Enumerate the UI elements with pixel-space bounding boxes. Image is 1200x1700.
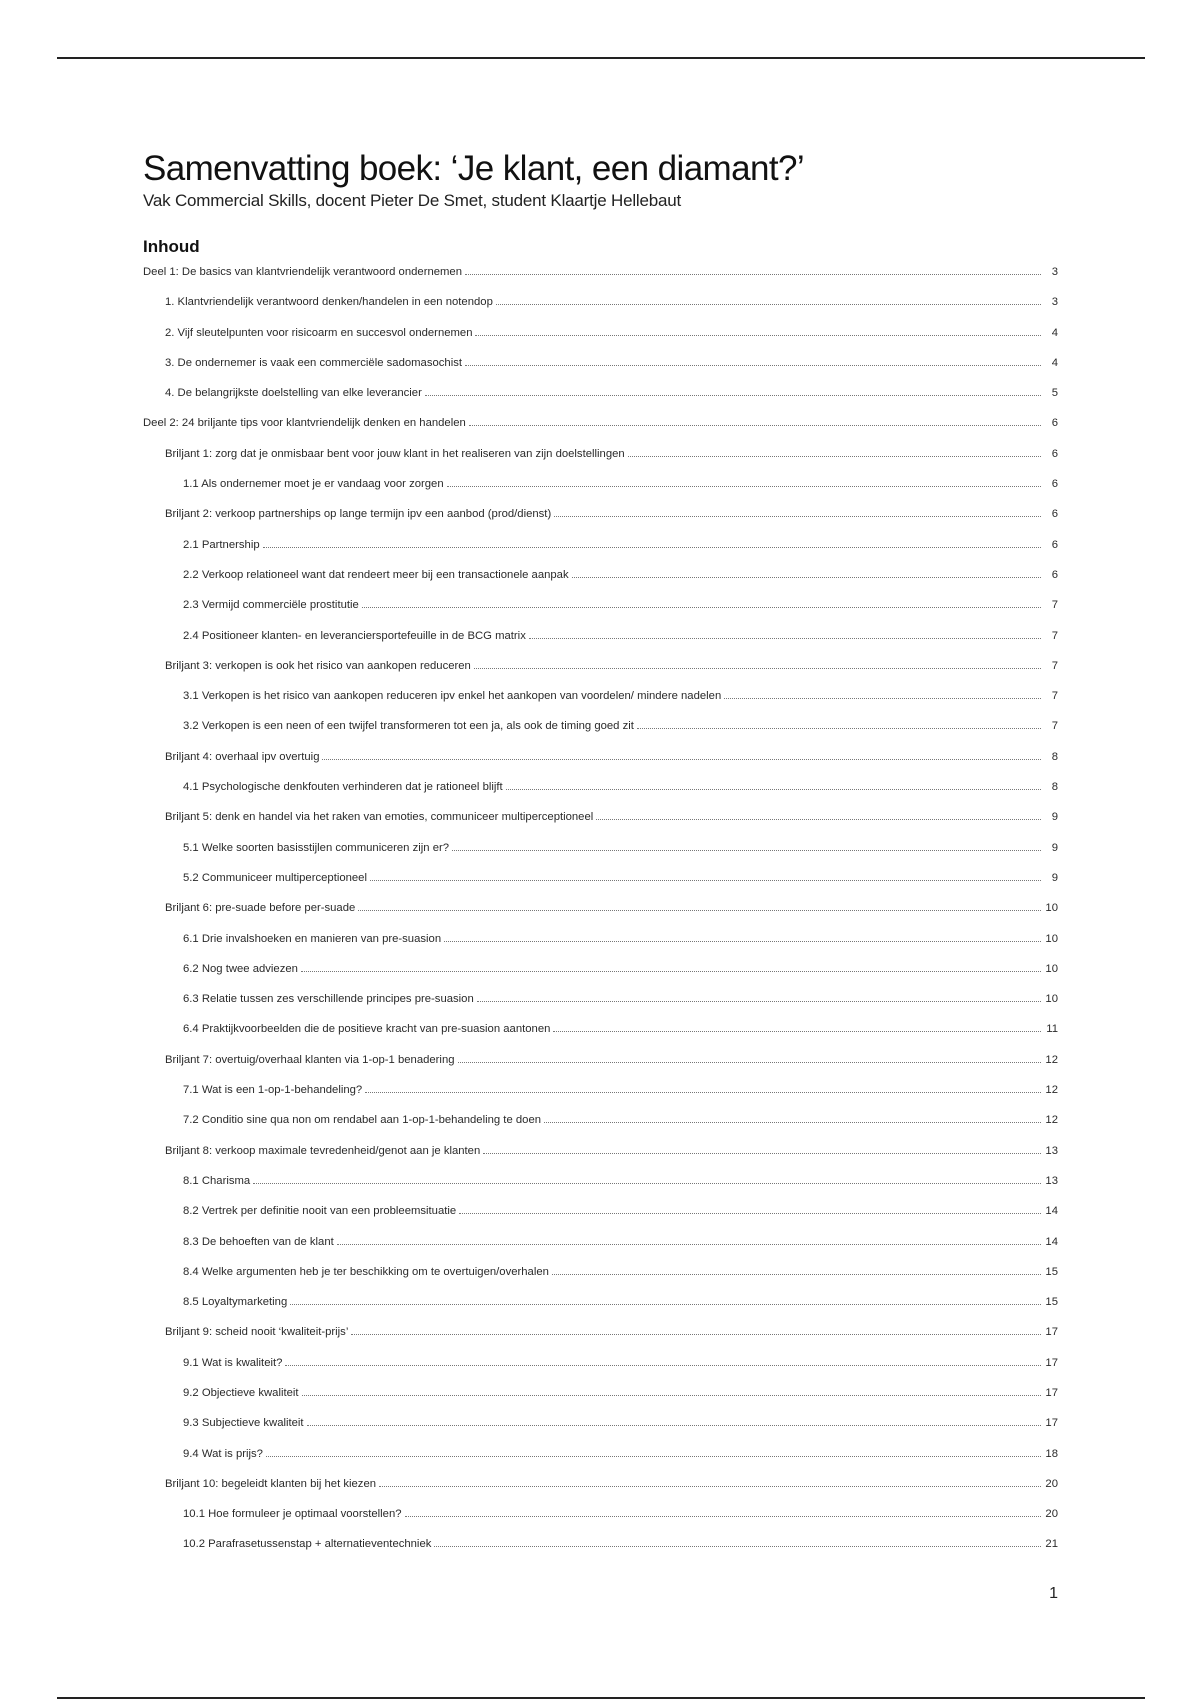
toc-entry-title: Briljant 5: denk en handel via het raken van emoties, communiceer multiperceptioneel xyxy=(165,811,594,824)
toc-entry-page: 3 xyxy=(1051,296,1058,309)
toc-entry-title: 8.1 Charisma xyxy=(183,1174,251,1187)
toc-entry[interactable] xyxy=(143,765,1058,795)
toc-dot-leader xyxy=(458,1062,1041,1063)
toc-entry-page: 13 xyxy=(1045,1174,1058,1187)
toc-entry[interactable] xyxy=(143,1431,1058,1461)
toc-entry-title: Briljant 10: begeleidt klanten bij het kiezen xyxy=(165,1477,377,1490)
toc-entry[interactable] xyxy=(143,1128,1058,1158)
toc-entry[interactable] xyxy=(143,1189,1058,1219)
toc-entry-title: 2. Vijf sleutelpunten voor risicoarm en succesvol ondernemen xyxy=(165,326,473,339)
toc-dot-leader xyxy=(337,1244,1041,1245)
toc-entry-title: 4. De belangrijkste doelstelling van elke leverancier xyxy=(165,387,422,400)
toc-entry-page: 12 xyxy=(1045,1114,1058,1127)
toc-entry-title: 6.2 Nog twee adviezen xyxy=(183,962,298,975)
toc-entry[interactable] xyxy=(143,674,1058,704)
toc-dot-leader xyxy=(628,456,1041,457)
toc-entry-title: 7.1 Wat is een 1-op-1-behandeling? xyxy=(183,1084,363,1097)
toc-entry[interactable] xyxy=(143,1219,1058,1249)
toc-entry-title: 6.3 Relatie tussen zes verschillende principes pre-suasion xyxy=(183,993,474,1006)
header-rule xyxy=(57,57,1145,59)
toc-entry[interactable] xyxy=(143,1098,1058,1128)
toc-entry-title: 10.2 Parafrasetussenstap + alternatieventechniek xyxy=(183,1538,432,1551)
toc-dot-leader xyxy=(362,607,1041,608)
toc-dot-leader xyxy=(552,1274,1041,1275)
toc-dot-leader xyxy=(554,516,1041,517)
toc-entry-title: 7.2 Conditio sine qua non om rendabel aan 1-op-1-behandeling te doen xyxy=(183,1114,542,1127)
toc-entry-title: 2.3 Vermijd commerciële prostitutie xyxy=(183,599,359,612)
toc-dot-leader xyxy=(465,274,1041,275)
toc-entry-title: 2.1 Partnership xyxy=(183,538,260,551)
toc-entry[interactable] xyxy=(143,1068,1058,1098)
toc-entry-page: 7 xyxy=(1051,599,1058,612)
toc-entry[interactable] xyxy=(143,280,1058,310)
toc-entry-title: 9.3 Subjectieve kwaliteit xyxy=(183,1417,304,1430)
toc-dot-leader xyxy=(447,486,1041,487)
toc-entry-title: Deel 2: 24 briljante tips voor klantvriendelijk denken en handelen xyxy=(143,417,466,430)
toc-entry-page: 6 xyxy=(1051,417,1058,430)
toc-dot-leader xyxy=(365,1092,1041,1093)
toc-entry-title: 3.1 Verkopen is het risico van aankopen reduceren ipv enkel het aankopen van voordelen/ mindere nadelen xyxy=(183,690,722,703)
toc-dot-leader xyxy=(553,1031,1041,1032)
toc-dot-leader xyxy=(370,880,1041,881)
toc-entry[interactable] xyxy=(143,258,1058,280)
toc-entry-page: 15 xyxy=(1045,1296,1058,1309)
toc-entry[interactable] xyxy=(143,1522,1058,1552)
toc-dot-leader xyxy=(444,941,1041,942)
document-subtitle: Vak Commercial Skills, docent Pieter De Smet, student Klaartje Hellebaut xyxy=(143,191,682,210)
toc-dot-leader xyxy=(452,850,1041,851)
toc-dot-leader xyxy=(358,910,1041,911)
footer-rule xyxy=(57,1697,1145,1699)
toc-entry-title: Briljant 2: verkoop partnerships op lange termijn ipv een aanbod (prod/dienst) xyxy=(165,508,552,521)
toc-entry-title: Briljant 6: pre-suade before per-suade xyxy=(165,902,356,915)
toc-dot-leader xyxy=(301,971,1041,972)
toc-entry[interactable] xyxy=(143,1250,1058,1280)
toc-dot-leader xyxy=(637,728,1041,729)
toc-entry-title: 3.2 Verkopen is een neen of een twijfel transformeren tot een ja, als ook de timing goed zit xyxy=(183,720,634,733)
toc-entry-title: Briljant 8: verkoop maximale tevredenheid/genot aan je klanten xyxy=(165,1144,481,1157)
toc-entry-page: 8 xyxy=(1051,781,1058,794)
toc-entry-title: 2.4 Positioneer klanten- en leveranciersportefeuille in de BCG matrix xyxy=(183,629,526,642)
toc-entry-title: Briljant 1: zorg dat je onmisbaar bent voor jouw klant in het realiseren van zijn doelstellingen xyxy=(165,447,625,460)
toc-dot-leader xyxy=(434,1546,1041,1547)
toc-dot-leader xyxy=(322,759,1041,760)
toc-entry-page: 9 xyxy=(1051,811,1058,824)
toc-dot-leader xyxy=(465,365,1041,366)
toc-entry-title: 5.1 Welke soorten basisstijlen communiceren zijn er? xyxy=(183,841,450,854)
toc-entry[interactable] xyxy=(143,795,1058,825)
toc-dot-leader xyxy=(253,1183,1041,1184)
toc-entry-title: Briljant 3: verkopen is ook het risico van aankopen reduceren xyxy=(165,659,471,672)
toc-entry-title: Briljant 9: scheid nooit ‘kwaliteit-prijs’ xyxy=(165,1326,349,1339)
toc-entry[interactable] xyxy=(143,583,1058,613)
document-body xyxy=(143,148,1058,1552)
toc-entry-page: 9 xyxy=(1051,871,1058,884)
toc-entry[interactable] xyxy=(143,613,1058,643)
toc-dot-leader xyxy=(405,1516,1041,1517)
toc-entry-title: 8.3 De behoeften van de klant xyxy=(183,1235,334,1248)
toc-entry[interactable] xyxy=(143,1492,1058,1522)
toc-entry-page: 7 xyxy=(1051,659,1058,672)
table-of-contents xyxy=(143,258,1058,1552)
toc-entry-page: 18 xyxy=(1045,1447,1058,1460)
toc-entry-title: 1.1 Als ondernemer moet je er vandaag voor zorgen xyxy=(183,478,444,491)
toc-dot-leader xyxy=(572,577,1041,578)
toc-entry-page: 7 xyxy=(1051,720,1058,733)
toc-heading: Inhoud xyxy=(143,237,200,256)
toc-entry-page: 20 xyxy=(1045,1508,1058,1521)
toc-entry[interactable] xyxy=(143,644,1058,674)
toc-dot-leader xyxy=(477,1001,1041,1002)
toc-entry-page: 10 xyxy=(1045,993,1058,1006)
toc-dot-leader xyxy=(263,547,1041,548)
toc-entry[interactable] xyxy=(143,916,1058,946)
toc-entry[interactable] xyxy=(143,522,1058,552)
toc-entry[interactable] xyxy=(143,341,1058,371)
toc-dot-leader xyxy=(351,1334,1041,1335)
toc-entry[interactable] xyxy=(143,1007,1058,1037)
toc-entry-page: 3 xyxy=(1051,266,1058,278)
toc-dot-leader xyxy=(596,819,1041,820)
toc-entry-title: Briljant 7: overtuig/overhaal klanten via 1-op-1 benadering xyxy=(165,1053,455,1066)
toc-entry-page: 8 xyxy=(1051,750,1058,763)
toc-dot-leader xyxy=(302,1395,1041,1396)
toc-dot-leader xyxy=(379,1486,1041,1487)
toc-entry-page: 9 xyxy=(1051,841,1058,854)
toc-entry[interactable] xyxy=(143,371,1058,401)
toc-entry[interactable] xyxy=(143,1401,1058,1431)
toc-entry-page: 6 xyxy=(1051,478,1058,491)
toc-entry[interactable] xyxy=(143,825,1058,855)
toc-dot-leader xyxy=(483,1153,1041,1154)
toc-entry-page: 10 xyxy=(1045,932,1058,945)
toc-entry-page: 17 xyxy=(1045,1326,1058,1339)
toc-entry-page: 7 xyxy=(1051,690,1058,703)
toc-dot-leader xyxy=(724,698,1041,699)
toc-entry[interactable] xyxy=(143,1462,1058,1492)
toc-entry-title: Briljant 4: overhaal ipv overtuig xyxy=(165,750,320,763)
toc-entry-title: 6.1 Drie invalshoeken en manieren van pre-suasion xyxy=(183,932,442,945)
toc-entry-page: 17 xyxy=(1045,1386,1058,1399)
toc-entry[interactable] xyxy=(143,977,1058,1007)
toc-entry-title: 4.1 Psychologische denkfouten verhinderen dat je rationeel blijft xyxy=(183,781,503,794)
toc-entry[interactable] xyxy=(143,886,1058,916)
toc-entry-page: 6 xyxy=(1051,447,1058,460)
toc-entry[interactable] xyxy=(143,401,1058,431)
toc-dot-leader xyxy=(544,1122,1041,1123)
toc-entry[interactable] xyxy=(143,704,1058,734)
toc-dot-leader xyxy=(285,1365,1041,1366)
toc-entry-page: 12 xyxy=(1045,1084,1058,1097)
toc-entry[interactable] xyxy=(143,947,1058,977)
toc-entry-title: Deel 1: De basics van klantvriendelijk verantwoord ondernemen xyxy=(143,266,462,278)
toc-dot-leader xyxy=(475,335,1041,336)
toc-entry-page: 21 xyxy=(1045,1538,1058,1551)
toc-entry-title: 8.2 Vertrek per definitie nooit van een probleemsituatie xyxy=(183,1205,457,1218)
toc-entry[interactable] xyxy=(143,310,1058,340)
toc-entry-page: 11 xyxy=(1046,1023,1058,1036)
toc-dot-leader xyxy=(425,395,1041,396)
toc-entry-title: 10.1 Hoe formuleer je optimaal voorstellen? xyxy=(183,1508,402,1521)
toc-entry-page: 17 xyxy=(1045,1417,1058,1430)
toc-entry-page: 14 xyxy=(1045,1205,1058,1218)
toc-entry-page: 6 xyxy=(1051,568,1058,581)
toc-entry-title: 9.2 Objectieve kwaliteit xyxy=(183,1386,299,1399)
toc-entry-title: 5.2 Communiceer multiperceptioneel xyxy=(183,871,367,884)
toc-entry[interactable] xyxy=(143,1340,1058,1370)
toc-entry[interactable] xyxy=(143,1371,1058,1401)
toc-entry-page: 7 xyxy=(1051,629,1058,642)
toc-dot-leader xyxy=(506,789,1041,790)
toc-entry-page: 4 xyxy=(1051,356,1058,369)
toc-entry[interactable] xyxy=(143,431,1058,461)
toc-entry-title: 1. Klantvriendelijk verantwoord denken/handelen in een notendop xyxy=(165,296,493,309)
toc-entry-page: 15 xyxy=(1045,1265,1058,1278)
toc-dot-leader xyxy=(459,1213,1041,1214)
toc-entry[interactable] xyxy=(143,1310,1058,1340)
toc-entry-title: 3. De ondernemer is vaak een commerciële sadomasochist xyxy=(165,356,462,369)
document-title: Samenvatting boek: ‘Je klant, een diamant?’ xyxy=(143,149,805,188)
toc-entry-page: 10 xyxy=(1045,962,1058,975)
toc-entry-page: 4 xyxy=(1051,326,1058,339)
toc-dot-leader xyxy=(529,638,1041,639)
toc-entry[interactable] xyxy=(143,462,1058,492)
toc-entry-title: 6.4 Praktijkvoorbeelden die de positieve kracht van pre-suasion aantonen xyxy=(183,1023,551,1036)
toc-entry-title: 2.2 Verkoop relationeel want dat rendeert meer bij een transactionele aanpak xyxy=(183,568,569,581)
toc-entry[interactable] xyxy=(143,1037,1058,1067)
toc-dot-leader xyxy=(496,304,1041,305)
toc-dot-leader xyxy=(290,1304,1041,1305)
toc-entry-title: 9.1 Wat is kwaliteit? xyxy=(183,1356,283,1369)
toc-entry-page: 6 xyxy=(1051,508,1058,521)
toc-entry[interactable] xyxy=(143,856,1058,886)
toc-entry-page: 20 xyxy=(1045,1477,1058,1490)
toc-entry-page: 12 xyxy=(1045,1053,1058,1066)
toc-entry-page: 5 xyxy=(1051,387,1058,400)
toc-dot-leader xyxy=(474,668,1041,669)
page-number: 1 xyxy=(1049,1585,1058,1602)
toc-entry-title: 8.5 Loyaltymarketing xyxy=(183,1296,288,1309)
toc-entry-page: 10 xyxy=(1045,902,1058,915)
toc-dot-leader xyxy=(469,425,1041,426)
toc-entry[interactable] xyxy=(143,1280,1058,1310)
toc-entry-page: 17 xyxy=(1045,1356,1058,1369)
toc-entry[interactable] xyxy=(143,553,1058,583)
toc-dot-leader xyxy=(266,1456,1041,1457)
toc-dot-leader xyxy=(307,1425,1041,1426)
toc-entry-page: 6 xyxy=(1051,538,1058,551)
toc-entry-title: 8.4 Welke argumenten heb je ter beschikking om te overtuigen/overhalen xyxy=(183,1265,549,1278)
toc-entry-page: 13 xyxy=(1045,1144,1058,1157)
toc-entry-title: 9.4 Wat is prijs? xyxy=(183,1447,263,1460)
toc-entry[interactable] xyxy=(143,1159,1058,1189)
toc-entry-page: 14 xyxy=(1045,1235,1058,1248)
toc-entry[interactable] xyxy=(143,492,1058,522)
toc-entry[interactable] xyxy=(143,734,1058,764)
